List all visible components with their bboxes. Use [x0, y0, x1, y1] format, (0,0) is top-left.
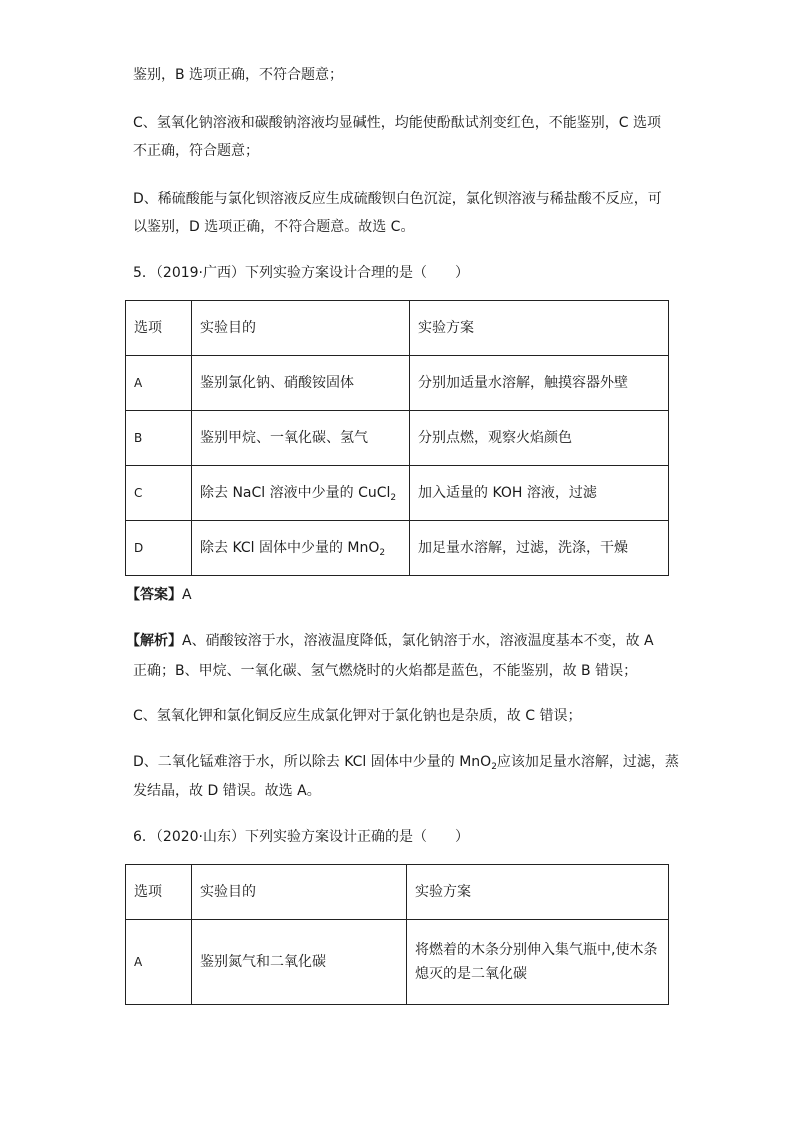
table-row	[126, 411, 669, 466]
table-row	[126, 356, 669, 411]
q5-row-d-goal-subscript: 2	[379, 548, 386, 558]
q5-analysis-line1-text: A、硝酸铵溶于水，溶液温度降低，氯化钠溶于水，溶液温度基本不变，故 A	[182, 633, 654, 649]
q5-row-b-plan: 分别点燃，观察火焰颜色	[410, 411, 669, 466]
q5-row-a-goal: 鉴别氯化钠、硝酸铵固体	[192, 356, 410, 411]
q5-answer	[126, 586, 192, 604]
q6-row-a-goal: 鉴别氮气和二氧化碳	[192, 920, 407, 1005]
q5-analysis-line4-post: 应该加足量水溶解，过滤，蒸	[496, 754, 679, 770]
q5-stem: 5．（2019·广西）下列实验方案设计合理的是（ ）	[133, 265, 469, 281]
q5-row-c-goal-subscript: 2	[390, 493, 397, 503]
q5-row-a-plan: 分别加适量水溶解，触摸容器外壁	[410, 356, 669, 411]
q5-analysis-line4	[133, 753, 679, 771]
prev-analysis-d-line2: 以鉴别，D 选项正确，不符合题意。故选 C。	[133, 219, 415, 235]
q5-analysis-line1	[126, 632, 654, 650]
prev-analysis-b-end: 鉴别，B 选项正确，不符合题意；	[133, 67, 344, 83]
q6-header-plan: 实验方案	[407, 865, 669, 920]
q5-header-goal: 实验目的	[192, 301, 410, 356]
q5-answer-value: A	[182, 587, 192, 603]
q5-table	[125, 300, 669, 576]
q5-header-plan: 实验方案	[410, 301, 669, 356]
table-row	[126, 920, 669, 1005]
q6-table	[125, 864, 669, 1005]
q6-header-goal: 实验目的	[192, 865, 407, 920]
q5-analysis-line5: 发结晶，故 D 错误。故选 A。	[133, 783, 321, 799]
q5-row-d-goal	[192, 521, 410, 576]
q5-analysis-label: 【解析】	[126, 633, 182, 649]
q5-table-header-row	[126, 301, 669, 356]
q6-row-a-plan-line1: 将燃着的木条分别伸入集气瓶中,使木条	[415, 942, 658, 958]
q5-row-c-goal	[192, 466, 410, 521]
q5-analysis-line4-subscript: 2	[491, 762, 497, 772]
q6-row-a-plan	[407, 920, 669, 1005]
q6-stem: 6．（2020·山东）下列实验方案设计正确的是（ ）	[133, 829, 469, 845]
q5-row-c-goal-text: 除去 NaCl 溶液中少量的 CuCl	[200, 485, 391, 501]
q5-analysis-line4-pre: D、二氧化锰难溶于水，所以除去 KCl 固体中少量的 MnO	[133, 754, 492, 770]
prev-analysis-c-line1: C、氢氧化钠溶液和碳酸钠溶液均显碱性，均能使酚酞试剂变红色，不能鉴别，C 选项	[133, 115, 661, 131]
table-row	[126, 521, 669, 576]
prev-analysis-d-line1: D、稀硫酸能与氯化钡溶液反应生成硫酸钡白色沉淀，氯化钡溶液与稀盐酸不反应，可	[133, 191, 662, 207]
q5-answer-label: 【答案】	[126, 587, 182, 603]
q5-analysis-line2: 正确；B、甲烷、一氧化碳、氢气燃烧时的火焰都是蓝色，不能鉴别，故 B 错误；	[133, 663, 638, 679]
q6-row-a-option: A	[126, 920, 192, 1005]
q5-analysis-line3: C、氢氧化钾和氯化铜反应生成氯化钾对于氯化钠也是杂质，故 C 错误；	[133, 708, 582, 724]
q5-row-b-goal: 鉴别甲烷、一氧化碳、氢气	[192, 411, 410, 466]
q6-header-option: 选项	[126, 865, 192, 920]
q5-row-d-plan: 加足量水溶解，过滤，洗涤，干燥	[410, 521, 669, 576]
table-row	[126, 466, 669, 521]
q5-row-c-plan: 加入适量的 KOH 溶液，过滤	[410, 466, 669, 521]
q5-row-d-option: D	[126, 521, 192, 576]
q6-row-a-plan-line2: 熄灭的是二氧化碳	[415, 966, 527, 982]
q5-row-a-option: A	[126, 356, 192, 411]
q5-row-d-goal-text: 除去 KCl 固体中少量的 MnO	[200, 540, 380, 556]
q5-row-b-option: B	[126, 411, 192, 466]
q5-header-option: 选项	[126, 301, 192, 356]
q5-row-c-option: C	[126, 466, 192, 521]
q6-table-header-row	[126, 865, 669, 920]
prev-analysis-c-line2: 不正确，符合题意；	[133, 143, 259, 159]
